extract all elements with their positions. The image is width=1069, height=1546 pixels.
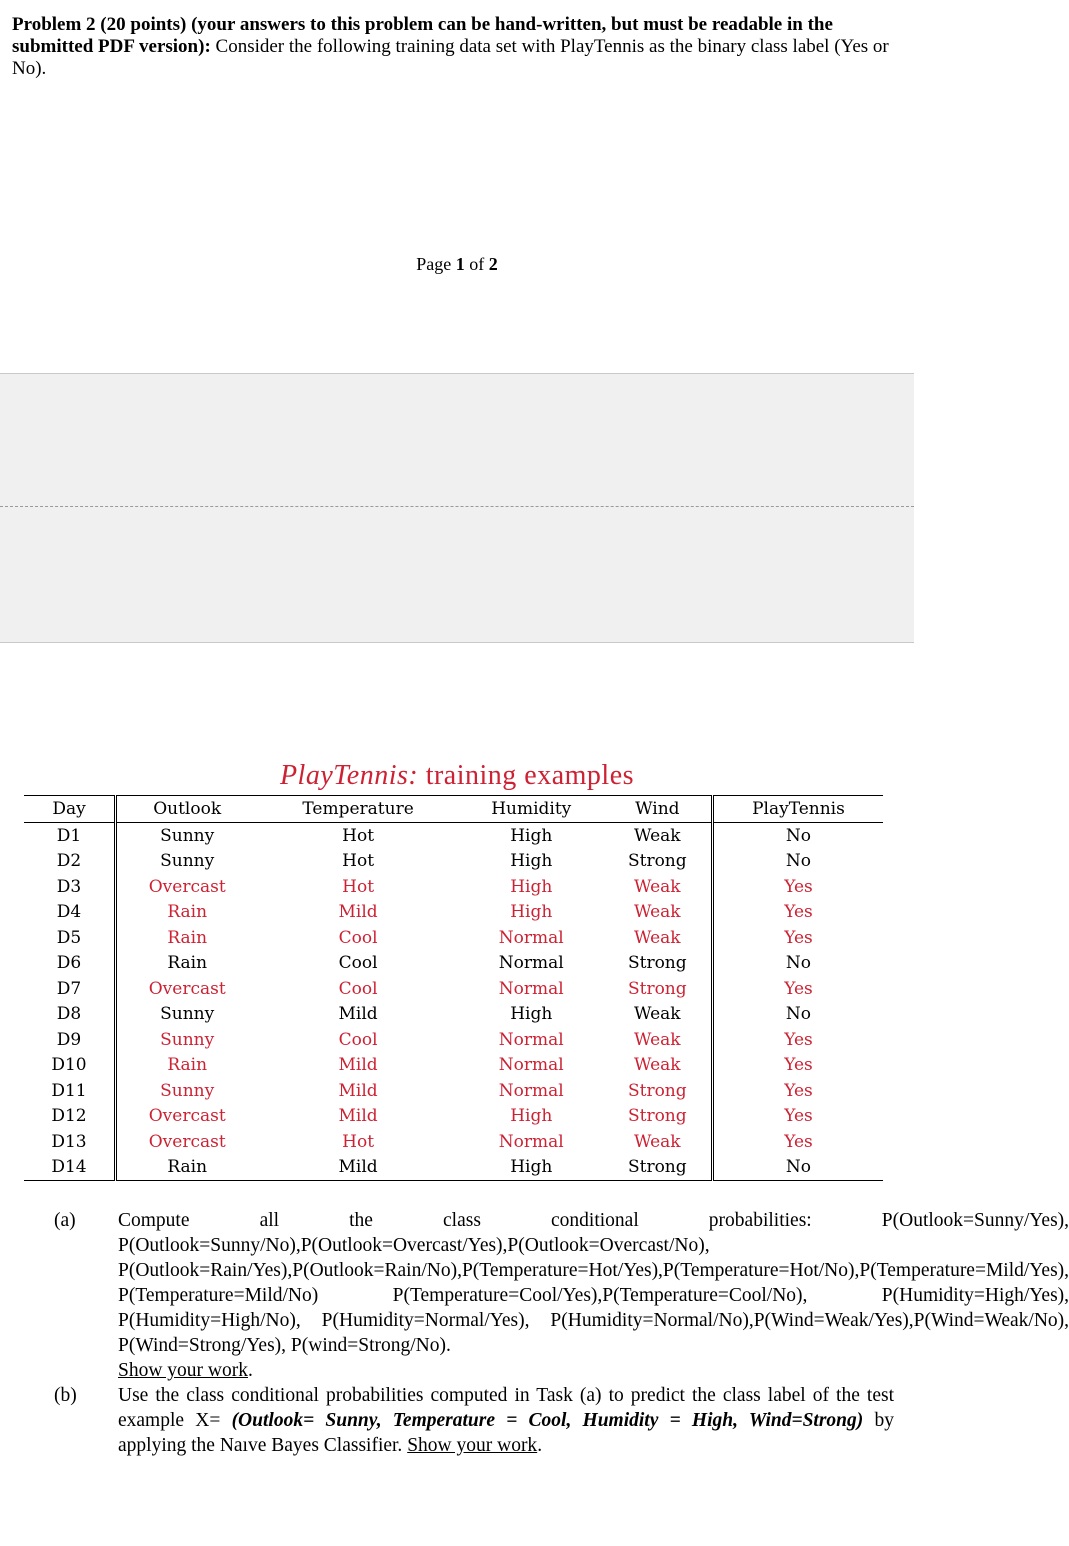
cell-wind: Weak bbox=[634, 825, 681, 846]
table-row bbox=[24, 976, 883, 1002]
cell-wind: Weak bbox=[634, 1004, 681, 1025]
header-humidity: Humidity bbox=[459, 796, 604, 823]
page-footer-mid: of bbox=[464, 254, 489, 274]
cell-outlook: Overcast bbox=[116, 874, 258, 900]
header-day: Day bbox=[24, 796, 116, 823]
cell-temp: Mild bbox=[338, 1080, 378, 1101]
cell-outlook: Sunny bbox=[116, 1027, 258, 1053]
cell-humidity: Normal bbox=[498, 1055, 564, 1076]
cell-wind: Weak bbox=[634, 1131, 681, 1152]
page-break-gap bbox=[0, 373, 914, 643]
task-b-example: (Outlook= Sunny, Temperature = Cool, Humidity = High, Wind=Strong) bbox=[231, 1410, 864, 1431]
cell-day: D12 bbox=[51, 1106, 87, 1127]
cell-wind: Weak bbox=[634, 1029, 681, 1050]
cell-play: Yes bbox=[712, 925, 883, 951]
cell-day: D13 bbox=[51, 1131, 87, 1152]
cell-outlook: Sunny bbox=[116, 849, 258, 875]
table-title-rest: training examples bbox=[418, 760, 635, 791]
cell-temp: Mild bbox=[338, 1106, 378, 1127]
table-row bbox=[24, 1155, 883, 1181]
cell-day: D2 bbox=[56, 851, 82, 872]
table-row bbox=[24, 1002, 883, 1028]
table-row bbox=[24, 1129, 883, 1155]
cell-wind: Weak bbox=[634, 902, 681, 923]
header-outlook: Outlook bbox=[116, 796, 258, 823]
cell-play: No bbox=[712, 823, 883, 849]
task-b bbox=[54, 1383, 894, 1458]
problem-intro-rest: Consider the following training data set with PlayTennis as the binary class label (Yes or No). bbox=[12, 36, 889, 79]
table-header-row bbox=[24, 796, 883, 823]
cell-play: No bbox=[712, 849, 883, 875]
cell-temp: Mild bbox=[338, 1055, 378, 1076]
table-row bbox=[24, 874, 883, 900]
cell-wind: Weak bbox=[634, 927, 681, 948]
cell-humidity: High bbox=[510, 902, 553, 923]
cell-play: No bbox=[712, 1002, 883, 1028]
cell-day: D6 bbox=[56, 953, 82, 974]
cell-temp: Hot bbox=[342, 825, 375, 846]
cell-play: Yes bbox=[712, 874, 883, 900]
cell-humidity: High bbox=[510, 1004, 553, 1025]
cell-day: D4 bbox=[56, 902, 82, 923]
cell-temp: Cool bbox=[338, 1029, 378, 1050]
cell-play: Yes bbox=[712, 976, 883, 1002]
cell-temp: Cool bbox=[338, 927, 378, 948]
task-a-body: Compute all the class conditional probabilities: P(Outlook=Sunny/Yes), P(Outlook=Sunny/No),P(Outlook=Overcast/Yes),P(Outlook=Overcast/No), P(Outlook=Rain/Yes),P(Outlook=Rain/No),P(Temperature=Hot/Yes),P(Temperature=Hot/No),P(Temperature=Mild/Yes), P(Temperature=Mild/No) P(Temperature=Cool/Yes),P(Temperature=Cool/No), P(Humidity=High/Yes), P(Humidity=High/No), P(Humidity=Normal/Yes), P(Humidity=Normal/No),P(Wind=Weak/Yes),P(Wind=Weak/No), P(Wind=Strong/Yes), P(wind=Strong/No). bbox=[118, 1210, 1069, 1356]
cell-wind: Strong bbox=[627, 1080, 687, 1101]
training-table bbox=[24, 795, 883, 1181]
table-row bbox=[24, 925, 883, 951]
page-break-line bbox=[0, 506, 914, 507]
cell-play: Yes bbox=[712, 900, 883, 926]
cell-wind: Weak bbox=[634, 876, 681, 897]
table-row bbox=[24, 849, 883, 875]
page-footer bbox=[0, 254, 914, 275]
problem-intro bbox=[12, 14, 902, 80]
cell-play: Yes bbox=[712, 1053, 883, 1079]
cell-humidity: High bbox=[510, 851, 553, 872]
cell-outlook: Overcast bbox=[116, 1104, 258, 1130]
cell-play: Yes bbox=[712, 1104, 883, 1130]
cell-play: Yes bbox=[712, 1078, 883, 1104]
table-body bbox=[24, 823, 883, 1181]
cell-temp: Cool bbox=[338, 978, 378, 999]
task-b-show-work: Show your work bbox=[407, 1435, 538, 1456]
cell-temp: Hot bbox=[342, 851, 375, 872]
cell-humidity: High bbox=[510, 825, 553, 846]
cell-play: No bbox=[712, 951, 883, 977]
page-footer-prefix: Page bbox=[416, 254, 456, 274]
cell-wind: Strong bbox=[627, 953, 687, 974]
table-row bbox=[24, 1027, 883, 1053]
cell-wind: Strong bbox=[604, 1155, 713, 1181]
table-row bbox=[24, 1053, 883, 1079]
cell-day: D5 bbox=[56, 927, 82, 948]
task-a-text: Compute all the class conditional probabilities: P(Outlook=Sunny/Yes), P(Outlook=Sunny/No),P(Outlook=Overcast/Yes),P(Outlook=Overcast/No), P(Outlook=Rain/Yes),P(Outlook=Rain/No),P(Temperature=Hot/Yes),P(Temperature=Hot/No),P(Temperature=Mild/Yes), P(Temperature=Mild/No) P(Temperature=Cool/Yes),P(Temperature=Cool/No), P(Humidity=High/Yes), P(Humidity=High/No), P(Humidity=Normal/Yes), P(Humidity=Normal/No),P(Wind=Weak/Yes),P(Wind=Weak/No), P(Wind=Strong/Yes), P(wind=Strong/No). Show your work. bbox=[118, 1210, 1069, 1381]
table-title-italic: PlayTennis: bbox=[279, 760, 419, 791]
header-temperature: Temperature bbox=[257, 796, 458, 823]
cell-day: D10 bbox=[51, 1055, 87, 1076]
page-total: 2 bbox=[488, 254, 498, 274]
table-row bbox=[24, 1078, 883, 1104]
task-b-post: by applying the Naıve Bayes Classifier. bbox=[118, 1410, 894, 1456]
problem-intro-bold: Problem 2 (20 points) (your answers to this problem can be hand-written, but must be readable in the submitted PDF version): bbox=[12, 14, 833, 57]
cell-temp: Hot bbox=[342, 1131, 375, 1152]
cell-day: D1 bbox=[56, 825, 82, 846]
cell-temp: Hot bbox=[342, 876, 375, 897]
table-row bbox=[24, 951, 883, 977]
cell-outlook: Sunny bbox=[116, 1078, 258, 1104]
cell-humidity: Normal bbox=[498, 1080, 564, 1101]
cell-day: D9 bbox=[56, 1029, 82, 1050]
cell-day: D3 bbox=[56, 876, 82, 897]
cell-humidity: Normal bbox=[498, 1131, 564, 1152]
cell-humidity: High bbox=[510, 1106, 553, 1127]
cell-humidity: Normal bbox=[498, 953, 564, 974]
cell-temp: Mild bbox=[338, 1004, 378, 1025]
task-a-show-work: Show your work bbox=[118, 1360, 248, 1381]
cell-play: No bbox=[712, 1155, 883, 1181]
cell-outlook: Rain bbox=[116, 925, 258, 951]
cell-wind: Strong bbox=[627, 978, 687, 999]
task-a bbox=[54, 1208, 1069, 1383]
cell-day: D7 bbox=[56, 978, 82, 999]
cell-outlook: Rain bbox=[116, 951, 258, 977]
cell-play: Yes bbox=[712, 1129, 883, 1155]
task-b-pre: Use the class conditional probabilities computed in Task (a) to predict the class label of the test example X= bbox=[118, 1385, 894, 1431]
table-row bbox=[24, 900, 883, 926]
cell-outlook: Rain bbox=[116, 900, 258, 926]
header-playtennis: PlayTennis bbox=[712, 796, 883, 823]
cell-outlook: Sunny bbox=[116, 823, 258, 849]
page-current: 1 bbox=[455, 254, 465, 274]
cell-temp: Mild bbox=[257, 1155, 458, 1181]
cell-wind: Strong bbox=[627, 1106, 687, 1127]
cell-day: D8 bbox=[56, 1004, 82, 1025]
cell-temp: Mild bbox=[338, 902, 378, 923]
cell-outlook: Rain bbox=[116, 1155, 258, 1181]
header-wind: Wind bbox=[604, 796, 713, 823]
task-b-text: Use the class conditional probabilities computed in Task (a) to predict the class label of the test example X= (Outlook= Sunny, Temperature = Cool, Humidity = High, Wind=Strong) by applying the Naıve Bayes Classifier. Show your work. bbox=[118, 1385, 894, 1456]
tasks bbox=[54, 1208, 1069, 1458]
cell-outlook: Rain bbox=[116, 1053, 258, 1079]
cell-humidity: Normal bbox=[498, 1029, 564, 1050]
cell-day: D11 bbox=[51, 1080, 87, 1101]
cell-play: Yes bbox=[712, 1027, 883, 1053]
cell-outlook: Overcast bbox=[116, 976, 258, 1002]
cell-temp: Cool bbox=[338, 953, 378, 974]
cell-outlook: Sunny bbox=[116, 1002, 258, 1028]
table-title bbox=[0, 760, 914, 792]
cell-outlook: Overcast bbox=[116, 1129, 258, 1155]
cell-humidity: Normal bbox=[498, 927, 564, 948]
table-row bbox=[24, 823, 883, 849]
cell-humidity: High bbox=[459, 1155, 604, 1181]
cell-wind: Weak bbox=[634, 1055, 681, 1076]
task-b-label: (b) bbox=[54, 1385, 77, 1406]
cell-day: D14 bbox=[24, 1155, 116, 1181]
cell-wind: Strong bbox=[627, 851, 687, 872]
cell-humidity: High bbox=[510, 876, 553, 897]
table-row bbox=[24, 1104, 883, 1130]
task-a-label: (a) bbox=[54, 1210, 76, 1231]
cell-humidity: Normal bbox=[498, 978, 564, 999]
